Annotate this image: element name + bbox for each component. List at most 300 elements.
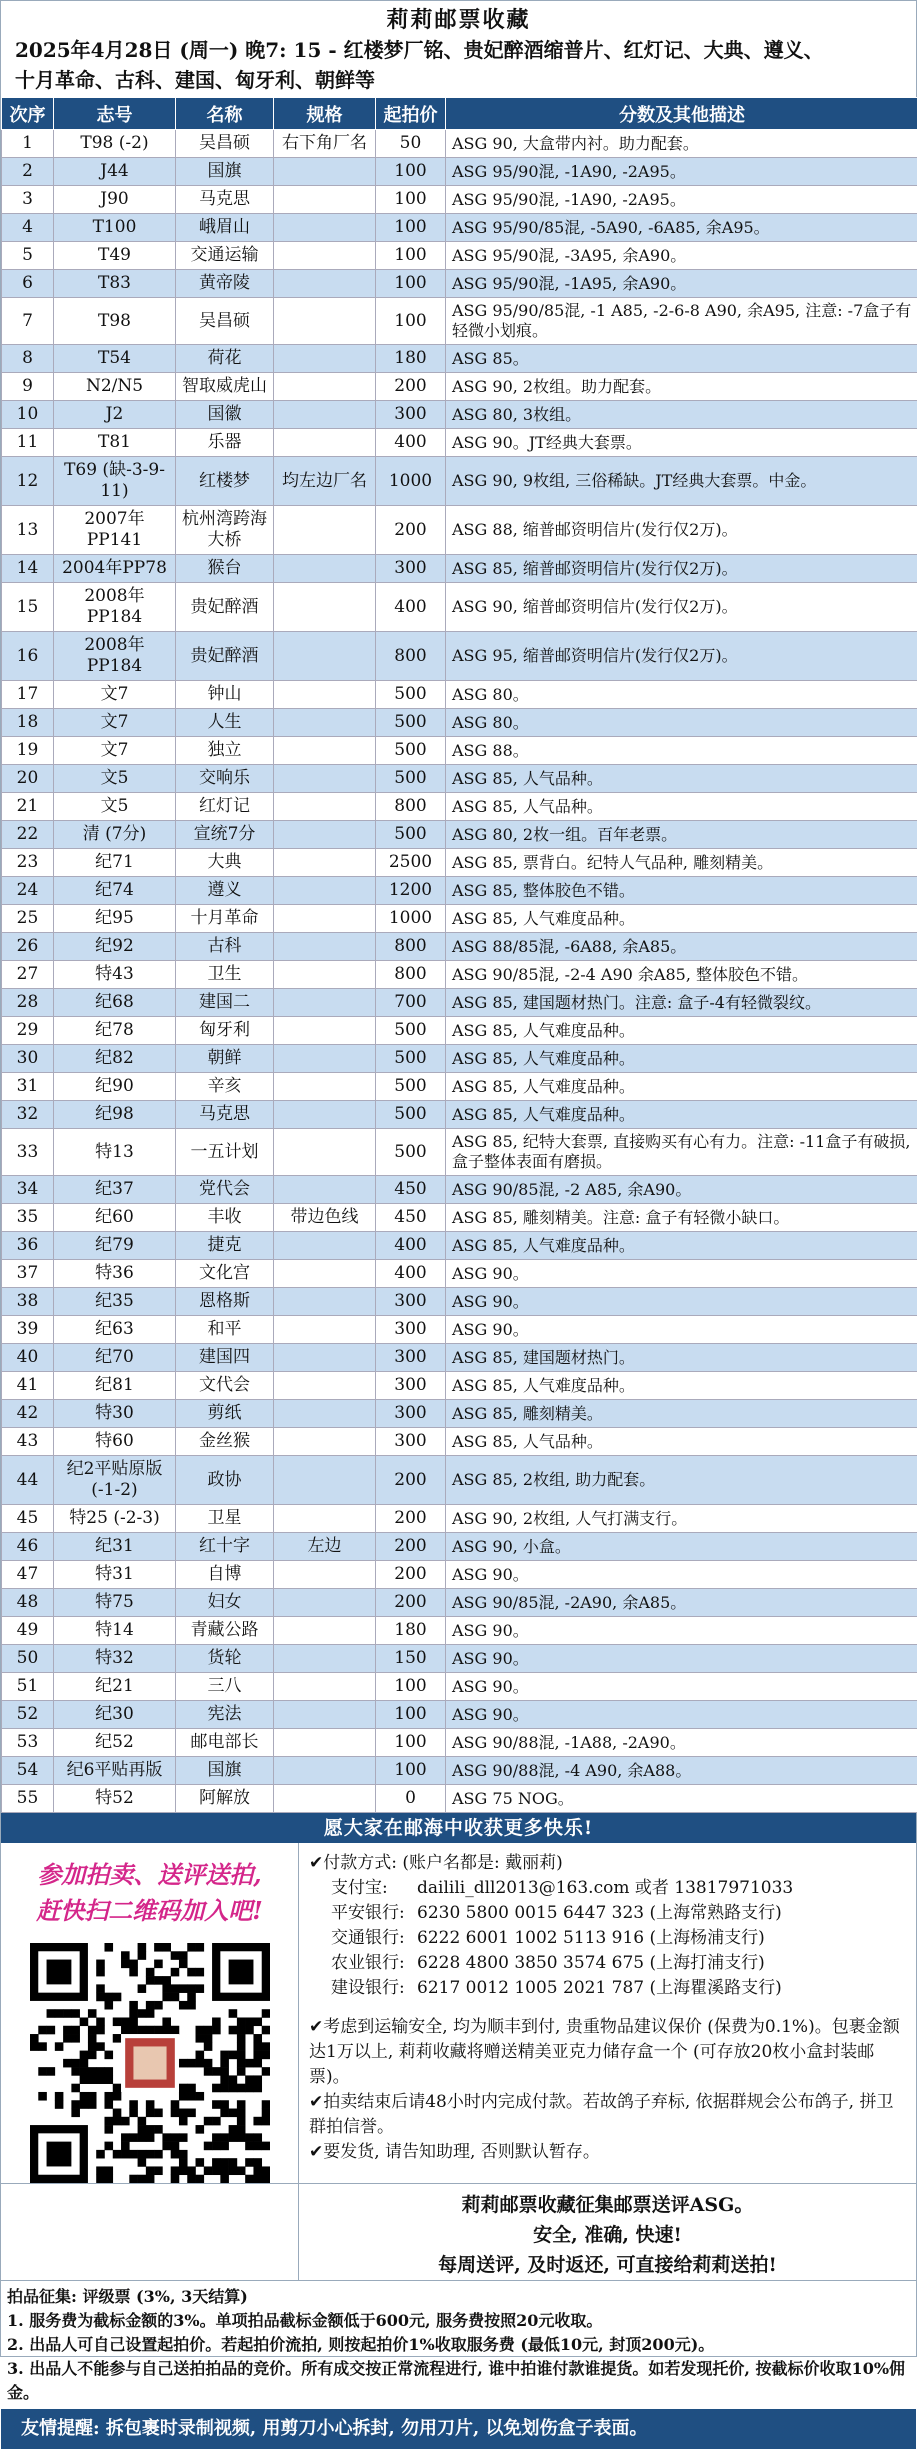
table-row [2, 1204, 917, 1232]
description: ASG 85。 [446, 345, 917, 373]
stamp-name: 建国二 [176, 989, 274, 1017]
row-index: 7 [2, 298, 54, 345]
spec [274, 583, 376, 632]
stamp-name: 贵妃醉酒 [176, 583, 274, 632]
description: ASG 85, 建国题材热门。注意: 盒子-4有轻微裂纹。 [446, 989, 917, 1017]
table-row [2, 1589, 917, 1617]
spec [274, 1129, 376, 1176]
stamp-name: 金丝猴 [176, 1428, 274, 1456]
stamp-code: 2008年PP184 [54, 632, 176, 681]
start-price: 200 [376, 1561, 446, 1589]
promo-line1: 参加拍卖、送评送拍, [37, 1857, 261, 1893]
qr-code[interactable] [30, 1943, 270, 2183]
bank-account: 6230 5800 0015 6447 323 (上海常熟路支行) [417, 1901, 782, 1926]
stamp-name: 三八 [176, 1673, 274, 1701]
table-row [2, 681, 917, 709]
table-row [2, 242, 917, 270]
row-index: 39 [2, 1316, 54, 1344]
spec [274, 345, 376, 373]
start-price: 300 [376, 1400, 446, 1428]
start-price: 0 [376, 1785, 446, 1813]
row-index: 8 [2, 345, 54, 373]
stamp-code: 纪92 [54, 933, 176, 961]
stamp-code: 2004年PP78 [54, 555, 176, 583]
stamp-code: 文7 [54, 737, 176, 765]
spec [274, 737, 376, 765]
stamp-code: 纪35 [54, 1288, 176, 1316]
description: ASG 85, 2枚组, 助力配套。 [446, 1456, 917, 1505]
stamp-name: 宪法 [176, 1701, 274, 1729]
description: ASG 85, 建国题材热门。 [446, 1344, 917, 1372]
description: ASG 80, 2枚一组。百年老票。 [446, 821, 917, 849]
table-row [2, 130, 917, 158]
stamp-code: T54 [54, 345, 176, 373]
row-index: 10 [2, 401, 54, 429]
stamp-code: 2008年PP184 [54, 583, 176, 632]
description: ASG 95/90混, -1A90, -2A95。 [446, 186, 917, 214]
start-price: 180 [376, 345, 446, 373]
spec [274, 1673, 376, 1701]
table-row [2, 1232, 917, 1260]
spec [274, 1589, 376, 1617]
stamp-table [1, 97, 917, 1813]
row-index: 55 [2, 1785, 54, 1813]
stamp-name: 剪纸 [176, 1400, 274, 1428]
table-row [2, 933, 917, 961]
table-row [2, 214, 917, 242]
table-row [2, 1673, 917, 1701]
row-index: 3 [2, 186, 54, 214]
stamp-code: 纪21 [54, 1673, 176, 1701]
description: ASG 90/85混, -2A90, 余A85。 [446, 1589, 917, 1617]
table-row [2, 765, 917, 793]
table-body [2, 130, 917, 1813]
spec [274, 1701, 376, 1729]
stamp-name: 建国四 [176, 1344, 274, 1372]
spec [274, 1101, 376, 1129]
description: ASG 85, 票背白。纪特人气品种, 雕刻精美。 [446, 849, 917, 877]
start-price: 100 [376, 270, 446, 298]
stamp-code: 纪6平贴再版 [54, 1757, 176, 1785]
description: ASG 90/85混, -2-4 A90 余A85, 整体胶色不错。 [446, 961, 917, 989]
table-row [2, 555, 917, 583]
row-index: 33 [2, 1129, 54, 1176]
promo-line2: 赶快扫二维码加入吧! [36, 1893, 263, 1929]
start-price: 100 [376, 298, 446, 345]
start-price: 1200 [376, 877, 446, 905]
row-index: 44 [2, 1456, 54, 1505]
description: ASG 90。 [446, 1673, 917, 1701]
stamp-name: 辛亥 [176, 1073, 274, 1101]
stamp-code: 特31 [54, 1561, 176, 1589]
bank-account: 6228 4800 3850 3574 675 (上海打浦支行) [417, 1951, 765, 1976]
start-price: 200 [376, 1533, 446, 1561]
spec [274, 1645, 376, 1673]
row-index: 24 [2, 877, 54, 905]
start-price: 300 [376, 1428, 446, 1456]
spec: 带边色线 [274, 1204, 376, 1232]
stamp-name: 文代会 [176, 1372, 274, 1400]
start-price: 500 [376, 765, 446, 793]
description: ASG 90。 [446, 1701, 917, 1729]
description: ASG 95/90混, -1A90, -2A95。 [446, 158, 917, 186]
spec [274, 298, 376, 345]
spec [274, 905, 376, 933]
description: ASG 88/85混, -6A88, 余A85。 [446, 933, 917, 961]
start-price: 500 [376, 1017, 446, 1045]
stamp-code: T98 [54, 298, 176, 345]
stamp-name: 妇女 [176, 1589, 274, 1617]
row-index: 35 [2, 1204, 54, 1232]
description: ASG 90/88混, -1A88, -2A90。 [446, 1729, 917, 1757]
spec [274, 429, 376, 457]
start-price: 300 [376, 1344, 446, 1372]
stamp-name: 贵妃醉酒 [176, 632, 274, 681]
table-row [2, 1617, 917, 1645]
stamp-code: 纪90 [54, 1073, 176, 1101]
stamp-name: 自博 [176, 1561, 274, 1589]
stamp-code: 清 (7分) [54, 821, 176, 849]
start-price: 500 [376, 709, 446, 737]
spec [274, 849, 376, 877]
start-price: 450 [376, 1176, 446, 1204]
stamp-name: 文化宫 [176, 1260, 274, 1288]
row-index: 49 [2, 1617, 54, 1645]
stamp-name: 阿解放 [176, 1785, 274, 1813]
payment-title: ✔付款方式: (账户名都是: 戴丽莉) [309, 1851, 906, 1876]
stamp-name: 一五计划 [176, 1129, 274, 1176]
stamp-code: 特43 [54, 961, 176, 989]
table-row [2, 1073, 917, 1101]
bank-label: 建设银行: [331, 1976, 417, 2001]
start-price: 800 [376, 632, 446, 681]
spec [274, 1017, 376, 1045]
start-price: 500 [376, 1045, 446, 1073]
table-row [2, 1645, 917, 1673]
spec: 均左边厂名 [274, 457, 376, 506]
table-row [2, 1129, 917, 1176]
start-price: 100 [376, 214, 446, 242]
spec [274, 1344, 376, 1372]
description: ASG 85, 雕刻精美。 [446, 1400, 917, 1428]
description: ASG 85, 人气品种。 [446, 765, 917, 793]
description: ASG 90, 2枚组, 人气打满支行。 [446, 1505, 917, 1533]
row-index: 47 [2, 1561, 54, 1589]
spec: 右下角厂名 [274, 130, 376, 158]
stamp-name: 和平 [176, 1316, 274, 1344]
info-section [1, 1843, 916, 2184]
stamp-code: 纪74 [54, 877, 176, 905]
rule-item: 3. 出品人不能参与自己送拍拍品的竞价。所有成交按正常流程进行, 谁中拍谁付款谁提货。如若发现托价, 按截标价收取10%佣金。 [7, 2357, 910, 2405]
description: ASG 75 NOG。 [446, 1785, 917, 1813]
description: ASG 95/90混, -1A95, 余A90。 [446, 270, 917, 298]
table-row [2, 1176, 917, 1204]
row-index: 51 [2, 1673, 54, 1701]
stamp-code: 特75 [54, 1589, 176, 1617]
stamp-name: 卫星 [176, 1505, 274, 1533]
stamp-name: 荷花 [176, 345, 274, 373]
description: ASG 80。 [446, 681, 917, 709]
start-price: 200 [376, 506, 446, 555]
spec [274, 933, 376, 961]
row-index: 1 [2, 130, 54, 158]
description: ASG 88, 缩普邮资明信片(发行仅2万)。 [446, 506, 917, 555]
table-row [2, 961, 917, 989]
bank-label: 平安银行: [331, 1901, 417, 1926]
description: ASG 85, 人气难度品种。 [446, 1101, 917, 1129]
alipay-label: 支付宝: [331, 1876, 417, 1901]
row-index: 23 [2, 849, 54, 877]
spec [274, 373, 376, 401]
col-header-start-price: 起拍价 [376, 98, 446, 130]
row-index: 48 [2, 1589, 54, 1617]
row-index: 4 [2, 214, 54, 242]
spec [274, 1045, 376, 1073]
start-price: 400 [376, 429, 446, 457]
description: ASG 80, 3枚组。 [446, 401, 917, 429]
spec [274, 1400, 376, 1428]
auction-info-line1: 2025年4月28日 (周一) 晚7: 15 - 红楼梦厂铭、贵妃醉酒缩普片、红灯记、大典、遵义、 [9, 35, 908, 65]
spec [274, 555, 376, 583]
start-price: 200 [376, 1456, 446, 1505]
stamp-name: 党代会 [176, 1176, 274, 1204]
row-index: 30 [2, 1045, 54, 1073]
stamp-name: 匈牙利 [176, 1017, 274, 1045]
row-index: 31 [2, 1073, 54, 1101]
spec [274, 632, 376, 681]
stamp-code: 纪30 [54, 1701, 176, 1729]
row-index: 36 [2, 1232, 54, 1260]
row-index: 6 [2, 270, 54, 298]
table-row [2, 1372, 917, 1400]
bank-label: 交通银行: [331, 1926, 417, 1951]
bank-label: 农业银行: [331, 1951, 417, 1976]
stamp-name: 红楼梦 [176, 457, 274, 506]
stamp-name: 卫生 [176, 961, 274, 989]
stamp-code: 特52 [54, 1785, 176, 1813]
spec [274, 1372, 376, 1400]
stamp-code: 特30 [54, 1400, 176, 1428]
stamp-code: 纪95 [54, 905, 176, 933]
spec [274, 1232, 376, 1260]
stamp-name: 遵义 [176, 877, 274, 905]
row-index: 43 [2, 1428, 54, 1456]
row-index: 25 [2, 905, 54, 933]
service-line3: 每周送评, 及时返还, 可直接给莉莉送拍! [299, 2250, 916, 2280]
stamp-name: 马克思 [176, 1101, 274, 1129]
payment-panel [299, 1843, 916, 2183]
start-price: 500 [376, 737, 446, 765]
description: ASG 90, 9枚组, 三俗稀缺。JT经典大套票。中金。 [446, 457, 917, 506]
description: ASG 90/88混, -4 A90, 余A88。 [446, 1757, 917, 1785]
start-price: 50 [376, 130, 446, 158]
stamp-name: 宣统7分 [176, 821, 274, 849]
stamp-code: 纪82 [54, 1045, 176, 1073]
spec [274, 1073, 376, 1101]
table-row [2, 1288, 917, 1316]
stamp-name: 红十字 [176, 1533, 274, 1561]
description: ASG 80。 [446, 709, 917, 737]
col-header-name: 名称 [176, 98, 274, 130]
stamp-name: 杭州湾跨海大桥 [176, 506, 274, 555]
stamp-name: 交响乐 [176, 765, 274, 793]
description: ASG 85, 缩普邮资明信片(发行仅2万)。 [446, 555, 917, 583]
stamp-code: J90 [54, 186, 176, 214]
spec [274, 1316, 376, 1344]
rule-item: 1. 服务费为截标金额的3%。单项拍品截标金额低于600元, 服务费按照20元收取。 [7, 2309, 910, 2333]
stamp-code: T98 (-2) [54, 130, 176, 158]
table-row [2, 506, 917, 555]
row-index: 2 [2, 158, 54, 186]
payment-deadline-note: ✔拍卖结束后请48小时内完成付款。若故鸽子弃标, 依据群规会公布鸽子, 拼卫群拍信誉。 [309, 2090, 906, 2140]
start-price: 400 [376, 1260, 446, 1288]
start-price: 100 [376, 1729, 446, 1757]
page-title: 莉莉邮票收藏 [9, 5, 908, 35]
delivery-note: ✔要发货, 请告知助理, 否则默认暂存。 [309, 2140, 906, 2165]
stamp-name: 智取威虎山 [176, 373, 274, 401]
table-row [2, 270, 917, 298]
spec [274, 681, 376, 709]
description: ASG 85, 人气难度品种。 [446, 1045, 917, 1073]
stamp-name: 国旗 [176, 158, 274, 186]
stamp-name: 独立 [176, 737, 274, 765]
stamp-code: 纪52 [54, 1729, 176, 1757]
stamp-name: 黄帝陵 [176, 270, 274, 298]
stamp-code: 纪78 [54, 1017, 176, 1045]
description: ASG 95/90/85混, -1 A85, -2-6-8 A90, 余A95, 注意: -7盒子有轻微小划痕。 [446, 298, 917, 345]
stamp-code: T81 [54, 429, 176, 457]
description: ASG 85, 人气难度品种。 [446, 1372, 917, 1400]
stamp-code: T49 [54, 242, 176, 270]
stamp-name: 人生 [176, 709, 274, 737]
stamp-name: 国徽 [176, 401, 274, 429]
table-row [2, 793, 917, 821]
table-row [2, 1316, 917, 1344]
row-index: 14 [2, 555, 54, 583]
start-price: 200 [376, 1589, 446, 1617]
row-index: 17 [2, 681, 54, 709]
spec [274, 186, 376, 214]
table-row [2, 429, 917, 457]
row-index: 19 [2, 737, 54, 765]
table-row [2, 1456, 917, 1505]
row-index: 20 [2, 765, 54, 793]
description: ASG 90/85混, -2 A85, 余A90。 [446, 1176, 917, 1204]
table-row [2, 1533, 917, 1561]
table-row [2, 1757, 917, 1785]
stamp-name: 猴台 [176, 555, 274, 583]
table-row [2, 1701, 917, 1729]
description: ASG 85, 人气难度品种。 [446, 1232, 917, 1260]
start-price: 500 [376, 1073, 446, 1101]
start-price: 300 [376, 555, 446, 583]
row-index: 34 [2, 1176, 54, 1204]
description: ASG 95, 缩普邮资明信片(发行仅2万)。 [446, 632, 917, 681]
table-row [2, 1561, 917, 1589]
table-row [2, 186, 917, 214]
start-price: 180 [376, 1617, 446, 1645]
table-row [2, 158, 917, 186]
spec [274, 1729, 376, 1757]
description: ASG 90。 [446, 1617, 917, 1645]
row-index: 15 [2, 583, 54, 632]
table-row [2, 877, 917, 905]
spec: 左边 [274, 1533, 376, 1561]
row-index: 45 [2, 1505, 54, 1533]
row-index: 27 [2, 961, 54, 989]
stamp-name: 邮电部长 [176, 1729, 274, 1757]
col-header-code: 志号 [54, 98, 176, 130]
start-price: 2500 [376, 849, 446, 877]
start-price: 500 [376, 821, 446, 849]
footer-reminder: 友情提醒: 拆包裹时录制视频, 用剪刀小心拆封, 勿用刀片, 以免划伤盒子表面。 [1, 2409, 916, 2449]
col-header-spec: 规格 [274, 98, 376, 130]
stamp-code: 文5 [54, 765, 176, 793]
description: ASG 88。 [446, 737, 917, 765]
spec [274, 793, 376, 821]
description: ASG 85, 纪特大套票, 直接购买有心有力。注意: -11盒子有破损, 盒子整体表面有磨损。 [446, 1129, 917, 1176]
stamp-name: 古科 [176, 933, 274, 961]
start-price: 300 [376, 401, 446, 429]
description: ASG 85, 人气难度品种。 [446, 1073, 917, 1101]
description: ASG 85, 整体胶色不错。 [446, 877, 917, 905]
table-row [2, 1260, 917, 1288]
spec [274, 961, 376, 989]
start-price: 400 [376, 1232, 446, 1260]
col-header-description: 分数及其他描述 [446, 98, 917, 130]
table-row [2, 989, 917, 1017]
spec [274, 821, 376, 849]
row-index: 9 [2, 373, 54, 401]
spec [274, 1456, 376, 1505]
table-row [2, 298, 917, 345]
row-index: 46 [2, 1533, 54, 1561]
spec [274, 709, 376, 737]
stamp-code: T100 [54, 214, 176, 242]
row-index: 54 [2, 1757, 54, 1785]
table-row [2, 737, 917, 765]
table-row [2, 1045, 917, 1073]
stamp-code: 纪70 [54, 1344, 176, 1372]
table-row [2, 345, 917, 373]
spec [274, 1176, 376, 1204]
stamp-name: 捷克 [176, 1232, 274, 1260]
start-price: 100 [376, 1673, 446, 1701]
spec [274, 506, 376, 555]
row-index: 41 [2, 1372, 54, 1400]
stamp-code: 特60 [54, 1428, 176, 1456]
table-row [2, 1428, 917, 1456]
row-index: 50 [2, 1645, 54, 1673]
qr-code-icon [30, 1943, 270, 2183]
start-price: 1000 [376, 457, 446, 506]
table-row [2, 1400, 917, 1428]
table-row [2, 1017, 917, 1045]
description: ASG 85, 人气难度品种。 [446, 905, 917, 933]
stamp-name: 丰收 [176, 1204, 274, 1232]
stamp-name: 货轮 [176, 1645, 274, 1673]
row-index: 26 [2, 933, 54, 961]
table-row [2, 401, 917, 429]
spec [274, 242, 376, 270]
table-row [2, 457, 917, 506]
stamp-name: 马克思 [176, 186, 274, 214]
row-index: 40 [2, 1344, 54, 1372]
stamp-code: 纪79 [54, 1232, 176, 1260]
start-price: 700 [376, 989, 446, 1017]
spec [274, 270, 376, 298]
stamp-code: J2 [54, 401, 176, 429]
